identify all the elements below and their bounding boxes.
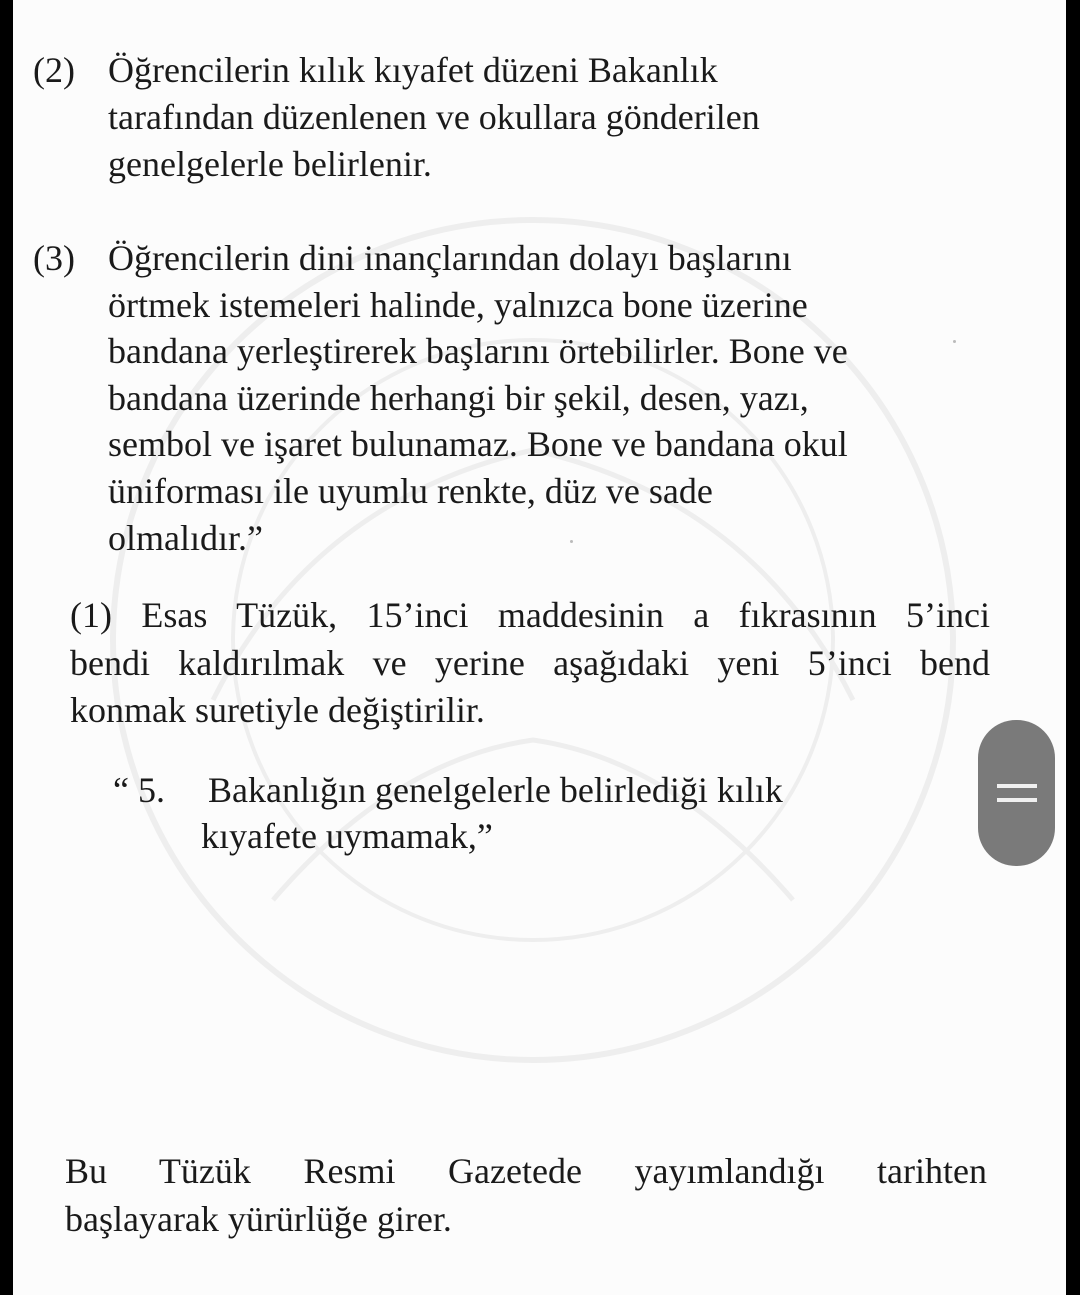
drag-handle-icon [997, 784, 1037, 802]
item-2-line: tarafından düzenlenen ve okullara gönderilen [108, 97, 760, 137]
quote-line: Bakanlığın genelgelerle belirlediği kılık [208, 770, 783, 810]
amendment-line: (1) Esas Tüzük, 15’inci maddesinin a fıkrasının 5’inci [70, 595, 990, 635]
closing-paragraph [65, 1148, 987, 1243]
quote-number: “ 5. [113, 770, 165, 810]
item-2-line: Öğrencilerin kılık kıyafet düzeni Bakanlık [108, 50, 718, 90]
item-2-number: (2) [33, 50, 75, 90]
item-3-line: bandana üzerinde herhangi bir şekil, desen, yazı, [108, 378, 809, 418]
scan-speck [953, 340, 956, 343]
item-3-number: (3) [33, 238, 75, 278]
scan-speck [570, 540, 573, 543]
item-2-line: genelgelerle belirlenir. [108, 144, 432, 184]
item-3-line: sembol ve işaret bulunamaz. Bone ve bandana okul [108, 424, 848, 464]
item-3-line: Öğrencilerin dini inançlarından dolayı başlarını [108, 238, 792, 278]
closing-line: Bu Tüzük Resmi Gazetede yayımlandığı tarihten [65, 1151, 987, 1191]
amendment-line: bendi kaldırılmak ve yerine aşağıdaki yeni 5’inci bend [70, 642, 990, 683]
scroll-drag-handle[interactable] [978, 720, 1055, 866]
amendment-line: konmak suretiyle değiştirilir. [70, 690, 485, 730]
amendment-paragraph [70, 592, 990, 735]
closing-line: başlayarak yürürlüğe girer. [65, 1198, 452, 1239]
item-3-line: üniforması ile uyumlu renkte, düz ve sade [108, 471, 713, 511]
document-page [13, 0, 1066, 1295]
item-3-line: bandana yerleştirerek başlarını örtebilirler. Bone ve [108, 331, 848, 371]
item-3-line: olmalıdır.” [108, 518, 263, 558]
item-3-line: örtmek istemeleri halinde, yalnızca bone üzerine [108, 285, 808, 325]
quote-line: kıyafete uymamak,” [201, 816, 493, 856]
